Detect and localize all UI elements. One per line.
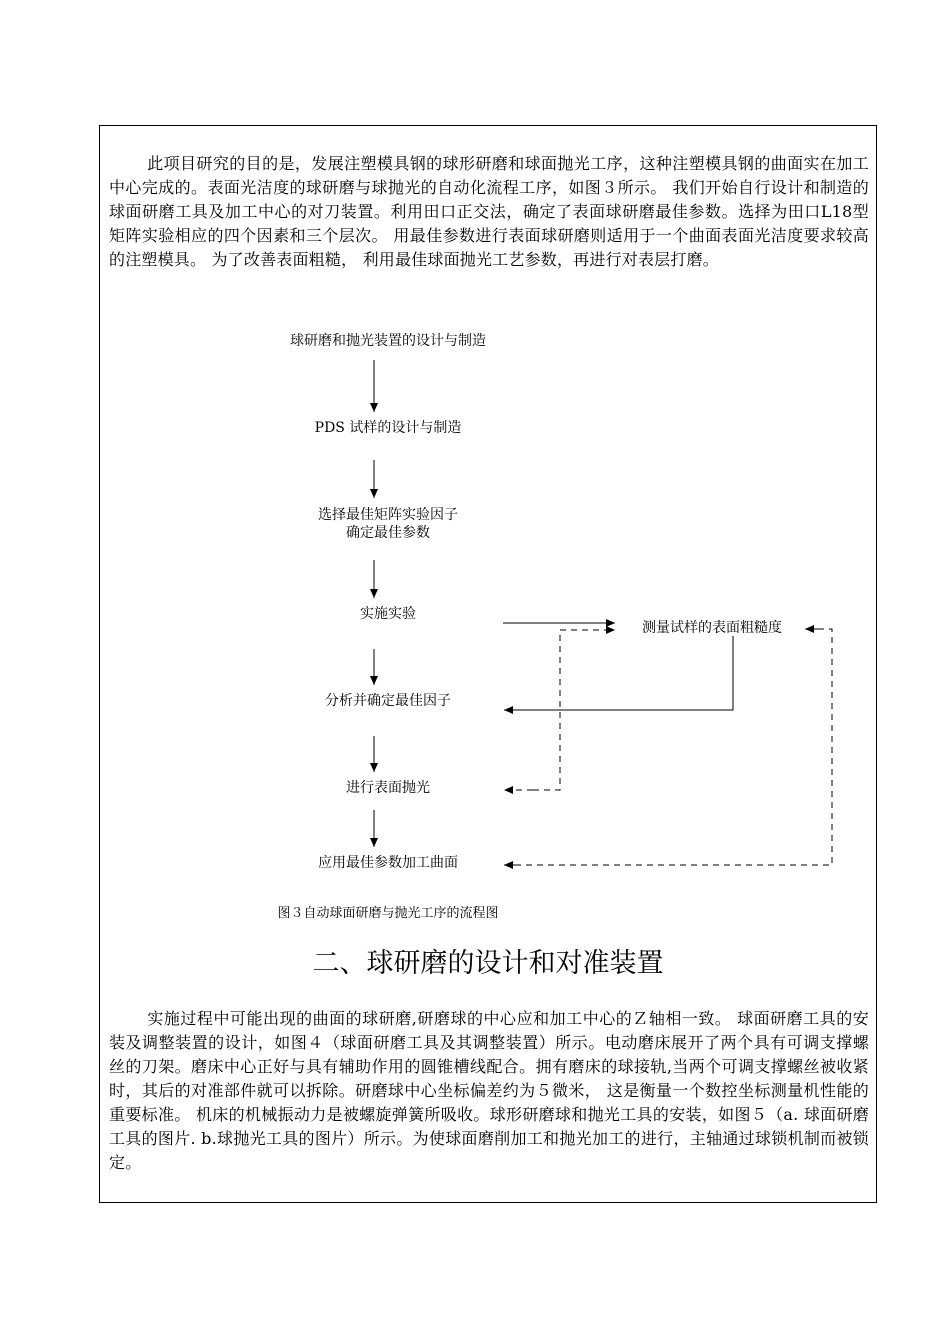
flow-step-design-device: 球研磨和抛光装置的设计与制造 bbox=[290, 333, 486, 349]
arrow-apply-measure bbox=[504, 629, 832, 865]
flow-step-select-factors-line1: 选择最佳矩阵实验因子 bbox=[318, 507, 458, 523]
flow-step-polish: 进行表面抛光 bbox=[346, 780, 430, 796]
figure-caption: 图３自动球面研磨与抛光工序的流程图 bbox=[277, 906, 499, 921]
flow-step-experiment: 实施实验 bbox=[360, 606, 416, 622]
flow-step-measure-roughness: 测量试样的表面粗糙度 bbox=[642, 620, 782, 636]
flow-step-apply-params: 应用最佳参数加工曲面 bbox=[318, 855, 458, 871]
flow-step-design-specimen: PDS 试样的设计与制造 bbox=[314, 420, 462, 436]
flow-step-analyze: 分析并确定最佳因子 bbox=[325, 693, 451, 709]
body-paragraph: 实施过程中可能出现的曲面的球研磨,研磨球的中心应和加工中心的Ｚ轴相一致。 球面研磨工具的安装及调整装置的设计，如图４（球面研磨工具及其调整装置）所示。电动磨床展开了两个具有可调支撑螺丝的刀架。磨床中心正好与具有辅助作用的圆锥槽线配合。拥有磨床的球接轨,当两个可调支撑螺丝被收紧时，其后的对准部件就可以拆除。研磨球中心坐标偏差约为５微米， 这是衡量一个数控坐标测量机性能的重要标准。 机床的机械振动力是被螺旋弹簧所吸收。球形研磨球和抛光工具的安装，如图５（a. 球面研磨工具的图片. b.球抛光工具的图片）所示。为使球面磨削加工和抛光加工的进行，主轴通过球锁机制而被锁定。 bbox=[109, 1009, 869, 1172]
intro-paragraph: 此项目研究的目的是，发展注塑模具钢的球形研磨和球面抛光工序，这种注塑模具钢的曲面实在加工中心完成的。表面光洁度的球研磨与球抛光的自动化流程工序，如图３所示。 我们开始自行设计和制造的球面研磨工具及加工中心的对刀装置。利用田口正交法，确定了表面球研磨最佳参数。选择为田口L18型矩阵实验相应的四个因素和三个层次。 用最佳参数进行表面球研磨则适用于一个曲面表面光洁度要求较高的注塑模具。 为了改善表面粗糙， 利用最佳球面抛光工艺参数，再进行对表层打磨。 bbox=[109, 154, 869, 269]
flow-step-select-factors-line2: 确定最佳参数 bbox=[346, 525, 430, 541]
section-heading: 二、球研磨的设计和对准装置 bbox=[312, 948, 664, 979]
arrow-measure-analyze bbox=[504, 636, 733, 710]
